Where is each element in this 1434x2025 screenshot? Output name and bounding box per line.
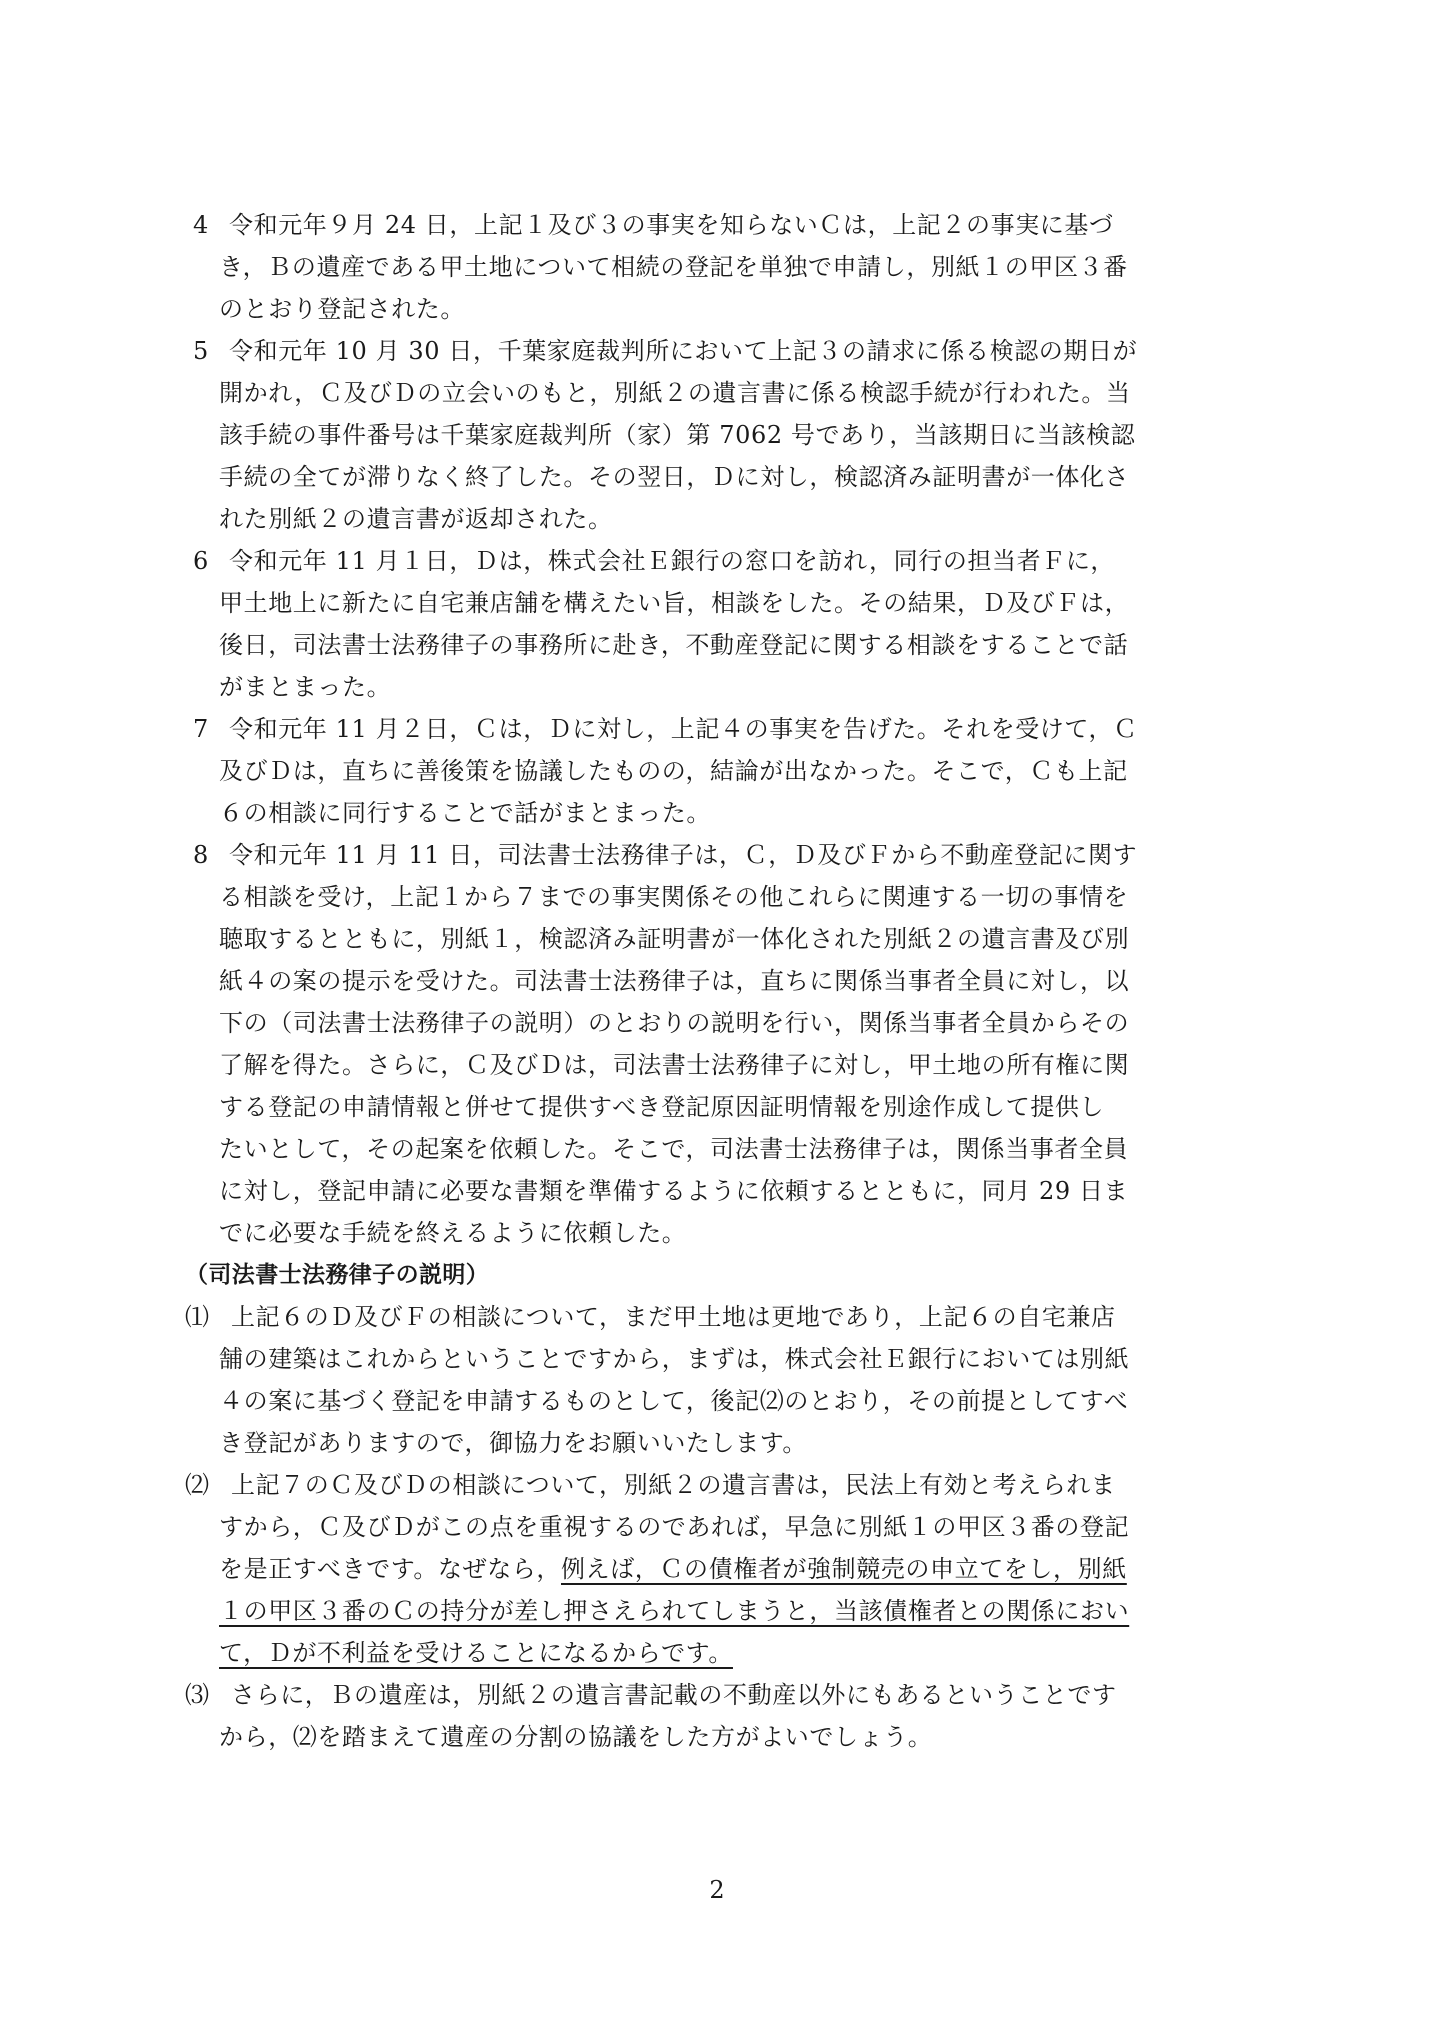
explanation-number: ⑶: [185, 1681, 210, 1709]
fact-item-6: [193, 540, 1241, 708]
explanation-line: から，⑵を踏まえて遺産の分割の協議をした方がよいでしょう。: [219, 1723, 933, 1751]
fact-line: 紙４の案の提示を受けた。司法書士法務律子は，直ちに関係当事者全員に対し，以: [219, 967, 1130, 995]
fact-text: 令和元年 11 月 11 日，司法書士法務律子は，Ｃ，Ｄ及びＦから不動産登記に関す: [229, 841, 1138, 869]
explanation-line: 舗の建築はこれからということですから，まずは，株式会社Ｅ銀行においては別紙: [219, 1345, 1130, 1373]
fact-line: 下の（司法書士法務律子の説明）のとおりの説明を行い，関係当事者全員からその: [219, 1009, 1130, 1037]
fact-line: たいとして，その起案を依頼した。そこで，司法書士法務律子は，関係当事者全員: [219, 1135, 1129, 1163]
fact-item-4: [193, 204, 1241, 330]
fact-number: 8: [193, 841, 209, 869]
explanation-line: き登記がありますので，御協力をお願いいたします。: [219, 1429, 807, 1457]
fact-line: き，Ｂの遺産である甲土地について相続の登記を単独で申請し，別紙１の甲区３番: [219, 253, 1128, 281]
fact-line: れた別紙２の遺言書が返却された。: [219, 505, 613, 533]
explanation-line: [193, 1632, 1241, 1674]
fact-text: 令和元年９月 24 日，上記１及び３の事実を知らないＣは，上記２の事実に基づ: [229, 211, 1114, 239]
fact-line: 及びＤは，直ちに善後策を協議したものの，結論が出なかった。そこで，Ｃも上記: [219, 757, 1128, 785]
explanation-item-3: [185, 1674, 1241, 1758]
fact-line: 手続の全てが滞りなく終了した。その翌日，Ｄに対し，検認済み証明書が一体化さ: [219, 463, 1130, 491]
fact-line: ６の相談に同行することで話がまとまった。: [219, 799, 711, 827]
underlined-reason-text: １の甲区３番のＣの持分が差し押さえられてしまうと，当該債権者との関係におい: [219, 1597, 1130, 1625]
fact-line: [193, 330, 1241, 372]
explanation-line: [185, 1464, 1241, 1506]
fact-line: 後日，司法書士法務律子の事務所に赴き，不動産登記に関する相談をすることで話: [219, 631, 1129, 659]
fact-line: がまとまった。: [219, 673, 392, 701]
page-number: 2: [709, 1876, 725, 1904]
explanation-item-2: [185, 1464, 1241, 1674]
fact-text: 令和元年 10 月 30 日，千葉家庭裁判所において上記３の請求に係る検認の期日が: [229, 337, 1138, 365]
fact-item-8: [193, 834, 1241, 1254]
explanation-line: [193, 1590, 1241, 1632]
explanation-text: 上記６のＤ及びＦの相談について，まだ甲土地は更地であり，上記６の自宅兼店: [231, 1303, 1116, 1331]
fact-line: 甲土地上に新たに自宅兼店舗を構えたい旨，相談をした。その結果，Ｄ及びＦは，: [219, 589, 1130, 617]
fact-line: る相談を受け，上記１から７までの事実関係その他これらに関連する一切の事情を: [219, 883, 1129, 911]
fact-line: [193, 540, 1241, 582]
fact-text: 令和元年 11 月２日，Ｃは，Ｄに対し，上記４の事実を告げた。それを受けて，Ｃ: [229, 715, 1138, 743]
fact-line: に対し，登記申請に必要な書類を準備するように依頼するとともに，同月 29 日ま: [219, 1177, 1129, 1205]
explanation-line: [193, 1548, 1241, 1590]
explanation-line: すから，Ｃ及びＤがこの点を重視するのであれば，早急に別紙１の甲区３番の登記: [219, 1513, 1130, 1541]
fact-number: 4: [193, 211, 209, 239]
document-body: [185, 204, 1241, 1758]
explanation-number: ⑵: [185, 1471, 210, 1499]
fact-item-5: [193, 330, 1241, 540]
fact-number: 7: [193, 715, 209, 743]
explanation-text: を是正すべきです。なぜなら，: [219, 1555, 561, 1583]
fact-number: 5: [193, 337, 209, 365]
explanation-text: 上記７のＣ及びＤの相談について，別紙２の遺言書は，民法上有効と考えられま: [231, 1471, 1116, 1499]
explanation-item-1: [185, 1296, 1241, 1464]
fact-line: でに必要な手続を終えるように依頼した。: [219, 1219, 687, 1247]
explanation-line: ４の案に基づく登記を申請するものとして，後記⑵のとおり，その前提としてすべ: [219, 1387, 1129, 1415]
fact-text: 令和元年 11 月１日，Ｄは，株式会社Ｅ銀行の窓口を訪れ，同行の担当者Ｆに，: [229, 547, 1116, 575]
explanation-text: さらに，Ｂの遺産は，別紙２の遺言書記載の不動産以外にもあるということです: [231, 1681, 1117, 1709]
fact-line: [193, 708, 1241, 750]
explanation-number: ⑴: [185, 1303, 210, 1331]
fact-line: 聴取するとともに，別紙１，検認済み証明書が一体化された別紙２の遺言書及び別: [219, 925, 1130, 953]
fact-line: する登記の申請情報と併せて提供すべき登記原因証明情報を別途作成して提供し: [219, 1093, 1105, 1121]
fact-number: 6: [193, 547, 209, 575]
fact-line: [193, 204, 1241, 246]
underlined-reason-text: て，Ｄが不利益を受けることになるからです。: [219, 1639, 733, 1667]
underlined-reason-text: 例えば，Ｃの債権者が強制競売の申立てをし，別紙: [561, 1555, 1127, 1583]
explanation-line: [185, 1296, 1241, 1338]
fact-line: [193, 834, 1241, 876]
explanation-line: [185, 1674, 1241, 1716]
fact-line: のとおり登記された。: [219, 295, 465, 323]
explanation-heading: （司法書士法務律子の説明）: [185, 1262, 490, 1288]
fact-line: 了解を得た。さらに，Ｃ及びＤは，司法書士法務律子に対し，甲土地の所有権に関: [219, 1051, 1130, 1079]
fact-item-7: [193, 708, 1241, 834]
fact-line: 開かれ，Ｃ及びＤの立会いのもと，別紙２の遺言書に係る検認手続が行われた。当: [219, 379, 1131, 407]
fact-line: 該手続の事件番号は千葉家庭裁判所（家）第 7062 号であり，当該期日に当該検認: [219, 421, 1136, 449]
